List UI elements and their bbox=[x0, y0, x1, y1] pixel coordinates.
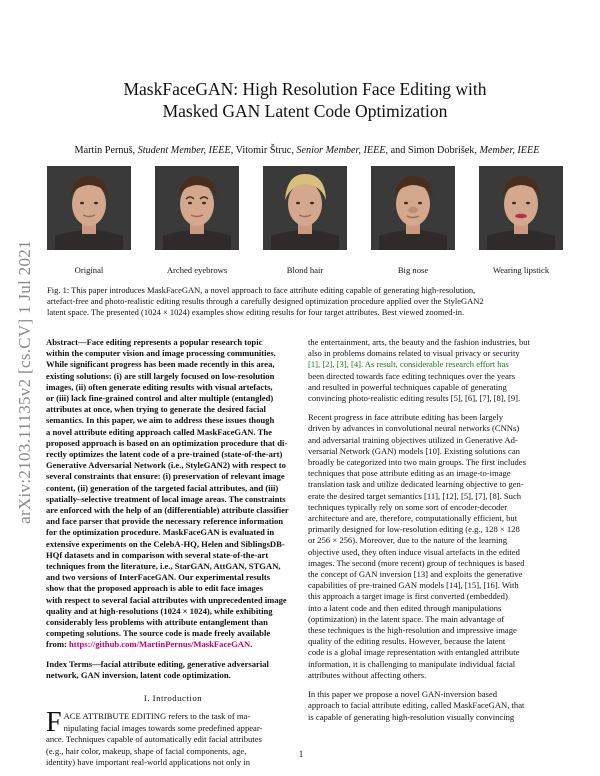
body-line: the concept of GAN inversion [13] and exploits the generative bbox=[308, 569, 523, 580]
body-line: been directed towards face editing techniques over the years bbox=[308, 370, 516, 381]
body-line: and adversarial training objectives utilized in Generative Ad- bbox=[308, 434, 518, 445]
body-line: techniques typically rely on some sort of encoder-decoder bbox=[308, 501, 508, 512]
body-line: primarily designed for low-resolution editing (e.g., 128 × 128 bbox=[308, 524, 520, 535]
body-line: approach to facial attribute editing, called MaskFaceGAN, that bbox=[308, 700, 525, 711]
face-photo-wearing-lipstick bbox=[479, 166, 563, 250]
body-line: objective used, they often induce visual artefacts in the edited bbox=[308, 546, 520, 557]
abstract-line: are enforced with the help of an (differentiable) attribute classifier bbox=[46, 505, 289, 516]
index-terms-line: Index Terms—facial attribute editing, generative adversarial bbox=[46, 658, 269, 669]
body-line: versarial Network (GAN) models [10]. Existing solutions can bbox=[308, 445, 520, 456]
left-column bbox=[46, 337, 300, 768]
author-role: Student Member, IEEE, bbox=[137, 145, 234, 156]
abstract-line: and two versions of InterFaceGAN. Our experimental results bbox=[46, 572, 271, 583]
title-line-2: Masked GAN Latent Code Optimization bbox=[162, 101, 448, 121]
abstract-line: for the optimization procedure. MaskFaceGAN is evaluated in bbox=[46, 527, 275, 538]
body-line: this approach a target image is first converted (embedded) bbox=[308, 591, 508, 602]
body-line: architecture and are, therefore, computationally efficient, but bbox=[308, 513, 518, 524]
abstract-line: proposed approach is based on an optimization procedure that di- bbox=[46, 437, 288, 448]
body-line-citations: [1], [2], [3], [4]. As result, considerable research effort has bbox=[308, 359, 509, 370]
face-photo-blond-hair bbox=[263, 166, 347, 250]
abstract-line: and face parser that provide the necessary reference information bbox=[46, 516, 284, 527]
abstract-line: techniques from the literature, i.e., StarGAN, AttGAN, STGAN, bbox=[46, 561, 281, 572]
body-line: driven by advances in convolutional neural networks (CNNs) bbox=[308, 423, 520, 434]
abstract-line: semantics. In this paper, we aim to address these issues though bbox=[46, 415, 275, 426]
body-line: translation task and utilize dedicated learning objective to gen- bbox=[308, 479, 524, 490]
intro-line: ACE ATTRIBUTE EDITING refers to the task of ma- bbox=[63, 711, 251, 722]
body-line: and resulted in powerful techniques capable of generating bbox=[308, 381, 507, 392]
abstract-line: a novel attribute editing approach called MaskFaceGAN. The bbox=[46, 426, 272, 437]
paragraph-1 bbox=[308, 337, 562, 404]
caption-line: latent space. The presented (1024 × 1024) examples show editing results for four target attributes. Best viewed zoomed-in. bbox=[47, 307, 465, 318]
body-line: convincing photo-realistic editing results [5], [6], [7], [8], [9]. bbox=[308, 393, 521, 404]
abstract-line: considerably less problems with attribute entanglement than bbox=[46, 617, 268, 628]
face-photo-original bbox=[47, 166, 131, 250]
abstract-line: attributes at once, when trying to generate the desired facial bbox=[46, 404, 266, 415]
body-line: broadly be categorized into two main groups. The first includes bbox=[308, 457, 526, 468]
caption-line: artefact-free and photo-realistic editing results through a carefully designed optimization procedure applied over the StyleGAN2 bbox=[47, 296, 484, 307]
page-number: 1 bbox=[298, 749, 304, 759]
figure-1 bbox=[47, 166, 563, 280]
author-role: Senior Member, IEEE, bbox=[296, 145, 389, 156]
abstract-line: content, (ii) generation of the targeted facial attributes, and (iii) bbox=[46, 482, 279, 493]
body-line: these techniques is the high-resolution and impressive image bbox=[308, 625, 517, 636]
body-line: is capable of generating high-resolution visually convincing bbox=[308, 711, 515, 722]
abstract-line: Abstract—Face editing represents a popular research topic bbox=[46, 337, 263, 347]
author-list bbox=[52, 145, 562, 156]
body-line: quality of the editing results. However, because the latent bbox=[308, 636, 506, 647]
author-name: and Simon Dobrišek, bbox=[390, 145, 477, 156]
face-photo-arched-eyebrows bbox=[155, 166, 239, 250]
body-line: or 256 × 256). Moreover, due to the nature of the learning bbox=[308, 535, 507, 546]
drop-cap: F bbox=[46, 707, 62, 739]
abstract-suffix: . bbox=[250, 639, 253, 650]
abstract-line: While significant progress has been made recently in this area, bbox=[46, 359, 275, 370]
abstract-line: competing solutions. The source code is made freely available bbox=[46, 628, 271, 639]
figure-caption-arched-eyebrows: Arched eyebrows bbox=[166, 265, 228, 275]
abstract-line: images, (ii) often generate editing results with visual artefacts, bbox=[46, 381, 273, 392]
right-column bbox=[308, 337, 562, 723]
caption-line: Fig. 1: This paper introduces MaskFaceGAN, a novel approach to face attribute editing capable of generating high-resolution, bbox=[47, 285, 476, 295]
abstract-line: several constraints that ensure: (i) preservation of relevant image bbox=[46, 471, 285, 482]
arxiv-identifier: arXiv:2103.11135v2 [cs.CV] 1 Jul 2021 bbox=[15, 240, 34, 524]
body-line: techniques that pose attribute editing as an image-to-image bbox=[308, 468, 511, 479]
body-line: code is a global image representation with entangled attribute bbox=[308, 647, 520, 658]
intro-line: nipulating facial images towards some predefined appear- bbox=[63, 722, 263, 733]
title-line-1: MaskFaceGAN: High Resolution Face Editing with bbox=[123, 79, 487, 99]
section-heading-introduction: I. Introduction bbox=[143, 693, 203, 704]
body-line: attributes without affecting others. bbox=[308, 669, 427, 680]
abstract-line: extensive experiments on the CelebA-HQ, Helen and SiblingsDB- bbox=[46, 538, 285, 549]
paper-title bbox=[70, 78, 540, 122]
intro-line: (e.g., hair color, makeup, shape of facial components, age, bbox=[46, 745, 247, 756]
source-code-link[interactable]: https://github.com/MartinPernus/MaskFaceGAN bbox=[69, 639, 251, 650]
paragraph-3 bbox=[308, 689, 562, 723]
body-line: the entertainment, arts, the beauty and the fashion industries, but bbox=[308, 337, 530, 347]
abstract-line: within the computer vision and image processing communities. bbox=[46, 348, 276, 359]
abstract-line: show that the proposed approach is able to edit face images bbox=[46, 583, 263, 594]
body-line: also in problems domains related to visual privacy or security bbox=[308, 348, 520, 359]
index-terms-line: network, GAN inversion, latent code optimization. bbox=[46, 669, 231, 680]
intro-line: ance. Techniques capable of automatically edit facial attributes bbox=[46, 734, 262, 745]
body-line: information, it is challenging to manipulate individual facial bbox=[308, 658, 516, 669]
abstract-last-line bbox=[46, 639, 300, 650]
body-line: into a latent code and then edited through manipulations bbox=[308, 602, 502, 613]
body-line: In this paper we propose a novel GAN-inversion based bbox=[308, 689, 498, 700]
figure-caption-wearing-lipstick: Wearing lipstick bbox=[492, 265, 550, 275]
author-name: Martin Pernuš, bbox=[74, 145, 136, 156]
abstract-line: or (iii) lack fine-grained control and alter multiple (entangled) bbox=[46, 393, 274, 404]
abstract-line: HQf datasets and in comparison with several state-of-the-art bbox=[46, 549, 269, 560]
paragraph-2 bbox=[308, 412, 562, 681]
face-photo-big-nose bbox=[371, 166, 455, 250]
body-line: erate the desired target semantics [11], [12], [5], [7], [8]. Such bbox=[308, 490, 522, 501]
abstract-line: spatially–selective treatment of local image areas. The constraints bbox=[46, 493, 286, 504]
figure-caption-big-nose: Big nose bbox=[397, 265, 429, 275]
figure-1-caption bbox=[47, 285, 562, 319]
body-line: capabilities of pre-trained GAN models [14], [15], [16]. With bbox=[308, 580, 519, 591]
intro-line: identity) have important real-world applications not only in bbox=[46, 756, 251, 767]
index-terms bbox=[46, 659, 300, 681]
abstract-prefix: from: bbox=[46, 639, 69, 650]
introduction-text bbox=[46, 707, 300, 768]
body-line: (optimization) in the latent space. The main advantage of bbox=[308, 613, 505, 624]
figure-caption-original: Original bbox=[74, 265, 104, 275]
body-line: images. The second (more recent) group of techniques is based bbox=[308, 557, 525, 568]
author-name: Vitomir Štruc, bbox=[235, 145, 294, 156]
author-role: Member, IEEE bbox=[479, 145, 540, 156]
abstract-line: quality and at high-resolutions (1024 × 1024), while exhibiting bbox=[46, 605, 273, 616]
abstract-line: existing solutions: (i) are still largely focused on low-resolution bbox=[46, 370, 275, 381]
abstract bbox=[46, 337, 300, 651]
body-line: Recent progress in face attribute editing has been largely bbox=[308, 412, 504, 423]
abstract-line: rectly optimizes the latent code of a pre-trained (state-of-the-art) bbox=[46, 449, 283, 460]
abstract-line: Generative Adversarial Network (i.e., StyleGAN2) with respect to bbox=[46, 460, 286, 471]
figure-caption-blond-hair: Blond hair bbox=[286, 265, 324, 275]
abstract-line: with respect to several facial attributes with unprecedented image bbox=[46, 594, 287, 605]
